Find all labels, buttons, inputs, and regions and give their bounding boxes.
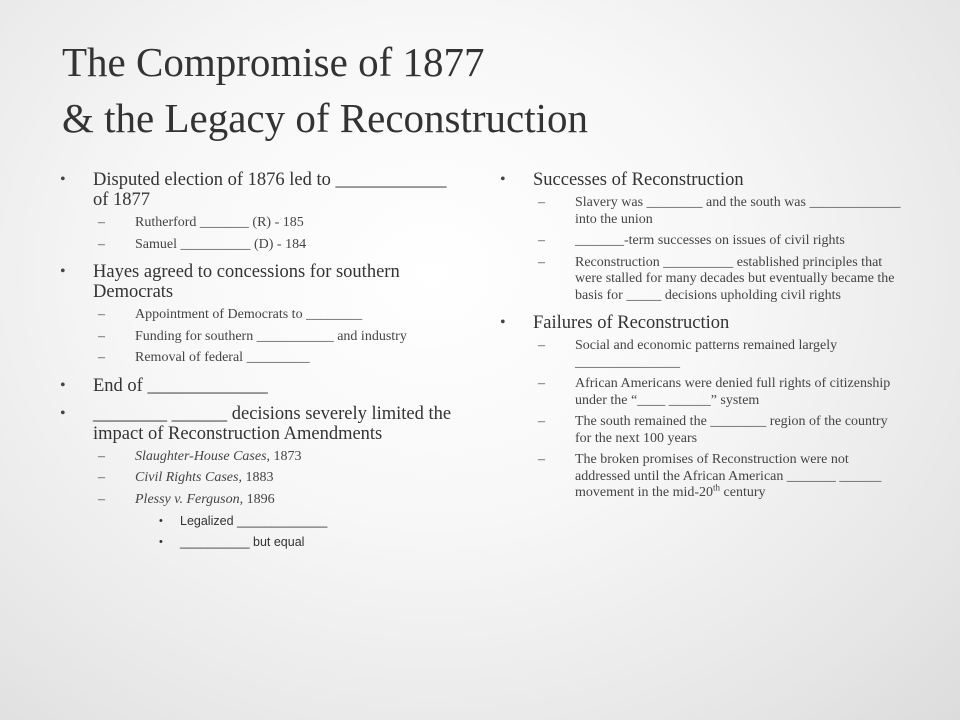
sub-bullet-text: The south remained the ________ region of the country for the next 100 years — [575, 414, 888, 446]
sub-bullet — [533, 376, 902, 409]
sub-sub-bullet — [135, 514, 458, 529]
dash-icon: – — [538, 254, 545, 270]
bullet-disputed-election — [58, 170, 458, 253]
case-name: Slaughter-House Cases — [135, 448, 267, 464]
bullet-icon: • — [60, 376, 66, 394]
dash-icon: – — [98, 491, 105, 507]
bullet-icon: • — [60, 263, 66, 280]
sub-bullet — [93, 329, 458, 346]
title-line-2: & the Legacy of Reconstruction — [62, 95, 588, 141]
sub-bullet-text: Removal of federal _________ — [135, 350, 310, 365]
sub-bullet-text: Rutherford _______ (R) - 185 — [135, 215, 304, 230]
sub-bullet — [93, 307, 458, 324]
sub-bullet-text: Reconstruction __________ established principles that were stalled for many decades but eventually became the basis for _____ decisions upholding civil rights — [575, 254, 895, 303]
case-name: Plessy v. Ferguson — [135, 491, 240, 507]
dash-icon: – — [538, 195, 545, 210]
dash-icon: – — [98, 215, 105, 230]
bullet-text: Hayes agreed to concessions for southern Democrats — [93, 262, 400, 302]
title-line-1: The Compromise of 1877 — [62, 39, 485, 85]
left-column — [58, 170, 458, 559]
dash-icon: – — [538, 414, 545, 429]
sub-bullet — [93, 492, 458, 551]
bullet-icon: • — [500, 314, 506, 331]
superscript: th — [713, 482, 721, 493]
dash-icon: – — [538, 452, 545, 467]
sub-bullet-text-end: century — [720, 485, 766, 500]
bullet-successes — [498, 170, 902, 304]
bullet-text: ________ ______ decisions severely limited the impact of Reconstruction Amendments — [93, 403, 452, 444]
bullet-text: End of _____________ — [93, 375, 268, 396]
case-year: , 1896 — [239, 491, 275, 507]
sub-sub-bullet-text: Legalized _____________ — [180, 514, 328, 528]
bullet-hayes-concessions — [58, 262, 458, 367]
sub-bullet-text: The broken promises of Reconstruction were not addressed until the African American _______ ______ movement in the mid-20 — [575, 452, 882, 500]
sub-bullet — [533, 195, 902, 228]
right-column — [498, 170, 902, 511]
dash-icon: – — [538, 233, 545, 248]
dash-icon: – — [98, 307, 105, 322]
sub-bullet — [533, 338, 902, 371]
dash-icon: – — [98, 448, 105, 464]
sub-bullet-text: African Americans were denied full rights of citizenship under the “____ ______” system — [575, 376, 891, 408]
sub-bullet-text: Funding for southern ___________ and industry — [135, 328, 407, 344]
bullet-icon: • — [500, 171, 506, 188]
sub-sub-bullet — [135, 535, 458, 550]
bullet-icon: • — [60, 404, 66, 422]
sub-bullet-text: _______-term successes on issues of civil rights — [575, 233, 845, 248]
dash-icon: – — [538, 376, 545, 391]
sub-bullet-text: Samuel __________ (D) - 184 — [135, 236, 307, 252]
sub-bullet — [93, 215, 458, 232]
dash-icon: – — [98, 350, 105, 365]
sub-bullet-text: Social and economic patterns remained largely _______________ — [575, 338, 838, 370]
sub-bullet-text: Appointment of Democrats to ________ — [135, 307, 363, 322]
sub-bullet-text: Slavery was ________ and the south was _____________ into the union — [575, 195, 901, 227]
dash-icon: – — [98, 236, 105, 252]
sub-bullet — [93, 449, 458, 466]
bullet-text: Disputed election of 1876 led to ____________ of 1877 — [93, 170, 447, 210]
slide-title — [62, 34, 922, 146]
bullet-end-of — [58, 376, 458, 396]
sub-bullet — [533, 414, 902, 447]
sub-bullet — [533, 255, 902, 305]
sub-bullet — [93, 350, 458, 367]
bullet-icon: • — [60, 171, 66, 188]
case-year: , 1883 — [238, 470, 274, 485]
bullet-text: Failures of Reconstruction — [533, 313, 730, 333]
sub-bullet — [93, 237, 458, 254]
bullet-icon: • — [159, 536, 163, 548]
bullet-icon: • — [159, 515, 163, 527]
sub-bullet — [93, 470, 458, 487]
sub-bullet — [533, 233, 902, 250]
case-name: Civil Rights Cases — [135, 470, 239, 485]
dash-icon: – — [98, 328, 105, 344]
case-year: , 1873 — [266, 448, 302, 464]
dash-icon: – — [98, 470, 105, 485]
bullet-failures — [498, 313, 902, 502]
sub-sub-bullet-text: __________ but equal — [180, 535, 305, 549]
sub-bullet — [533, 452, 902, 502]
dash-icon: – — [538, 338, 545, 353]
bullet-court-decisions — [58, 404, 458, 551]
bullet-text: Successes of Reconstruction — [533, 170, 744, 190]
